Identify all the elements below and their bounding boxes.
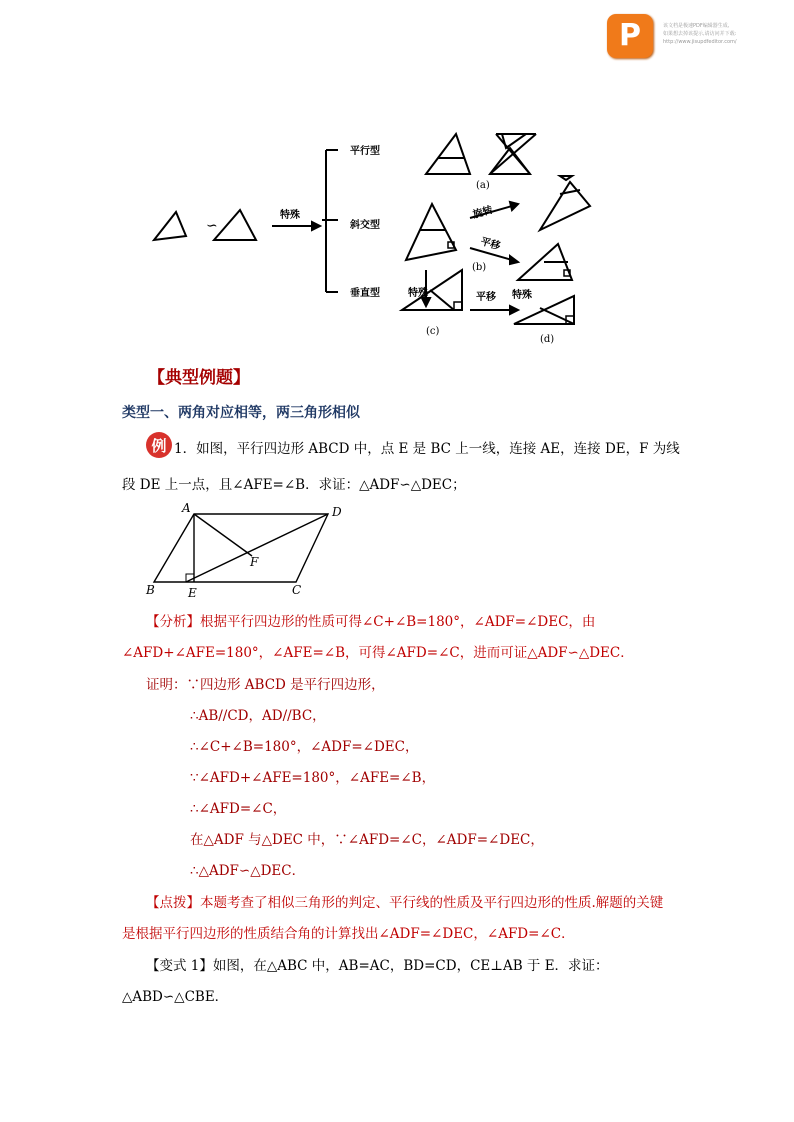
analysis-tag: 【分析】 [146,614,200,630]
svg-text:B: B [146,583,155,597]
proof-line: ∴AB//CD，AD//BC， [190,708,326,724]
svg-text:∽: ∽ [206,218,218,234]
tip-line-2: 是根据平行四边形的性质结合角的计算找出∠ADF=∠DEC，∠AFD=∠C． [122,926,575,942]
watermark-text [663,22,793,46]
svg-text:E: E [188,586,197,600]
p-letter-icon [617,19,643,51]
tip-text: 本题考查了相似三角形的判定、平行线的性质及平行四边形的性质.解题的关键 [200,895,664,911]
svg-text:(a): (a) [476,180,490,191]
svg-text:C: C [292,583,302,597]
svg-text:斜交型: 斜交型 [350,220,380,231]
proof-line: ∴∠C+∠B=180°，∠ADF=∠DEC， [190,739,419,755]
variant-line-2: △ABD∽△CBE． [122,989,229,1005]
tip-tag: 【点拨】 [146,895,200,911]
section-title: 【典型例题】 [148,368,250,388]
similar-triangle-types-figure [140,120,600,350]
proof-line: 证明：∵四边形 ABCD 是平行四边形， [146,677,385,693]
proof-line: ∵∠AFD+∠AFE=180°，∠AFE=∠B， [190,770,436,786]
parallelogram-figure [140,500,360,600]
svg-text:特殊: 特殊 [280,210,300,221]
svg-text:A: A [182,501,191,515]
example-line-2: 段 DE 上一点，且∠AFE=∠B．求证：△ADF∽△DEC； [122,477,466,493]
svg-text:F: F [250,555,259,569]
example-line-1: 1．如图，平行四边形 ABCD 中，点 E 是 BC 上一线，连接 AE，连接 DE，F 为线 [174,441,680,457]
svg-text:(c): (c) [426,326,440,337]
triangle-1 [154,212,186,240]
svg-text:平移: 平移 [479,236,502,253]
analysis-line-1 [146,610,595,630]
svg-text:平移: 平移 [476,292,496,303]
svg-text:P: P [619,19,641,51]
pdf-editor-logo [607,14,653,58]
svg-text:特殊: 特殊 [512,290,532,301]
proof-line: ∴∠AFD=∠C， [190,801,287,817]
analysis-line-2: ∠AFD+∠AFE=180°，∠AFE=∠B，可得∠AFD=∠C，进而可证△ADF∽△DEC． [122,645,634,661]
proof-line: 在△ADF 与△DEC 中，∵∠AFD=∠C，∠ADF=∠DEC， [190,832,544,848]
analysis-text: 根据平行四边形的性质可得∠C+∠B=180°，∠ADF=∠DEC，由 [200,614,596,630]
triangle-2 [214,210,256,240]
proof-line: ∴△ADF∽△DEC． [190,863,306,879]
watermark-line: http://www.jisupdfeditor.com/ [663,39,737,45]
type-title: 类型一、两角对应相等，两三角形相似 [122,405,360,421]
tip-line-1 [146,891,663,911]
svg-text:垂直型: 垂直型 [350,288,380,299]
svg-text:(d): (d) [540,334,555,345]
svg-text:旋转: 旋转 [471,204,495,221]
watermark-line: 如果想去掉该提示,请访问并下载: [663,31,737,37]
variant-line-1: 【变式 1】如图，在△ABC 中，AB=AC，BD=CD，CE⊥AB 于 E．求证： [146,958,609,974]
svg-text:平行型: 平行型 [350,146,380,157]
svg-text:(b): (b) [472,262,487,273]
svg-text:特殊: 特殊 [408,288,428,299]
example-badge: 例 [146,432,172,458]
watermark-line: 该文档是极速PDF编辑器生成, [663,23,730,29]
svg-text:D: D [332,505,342,519]
